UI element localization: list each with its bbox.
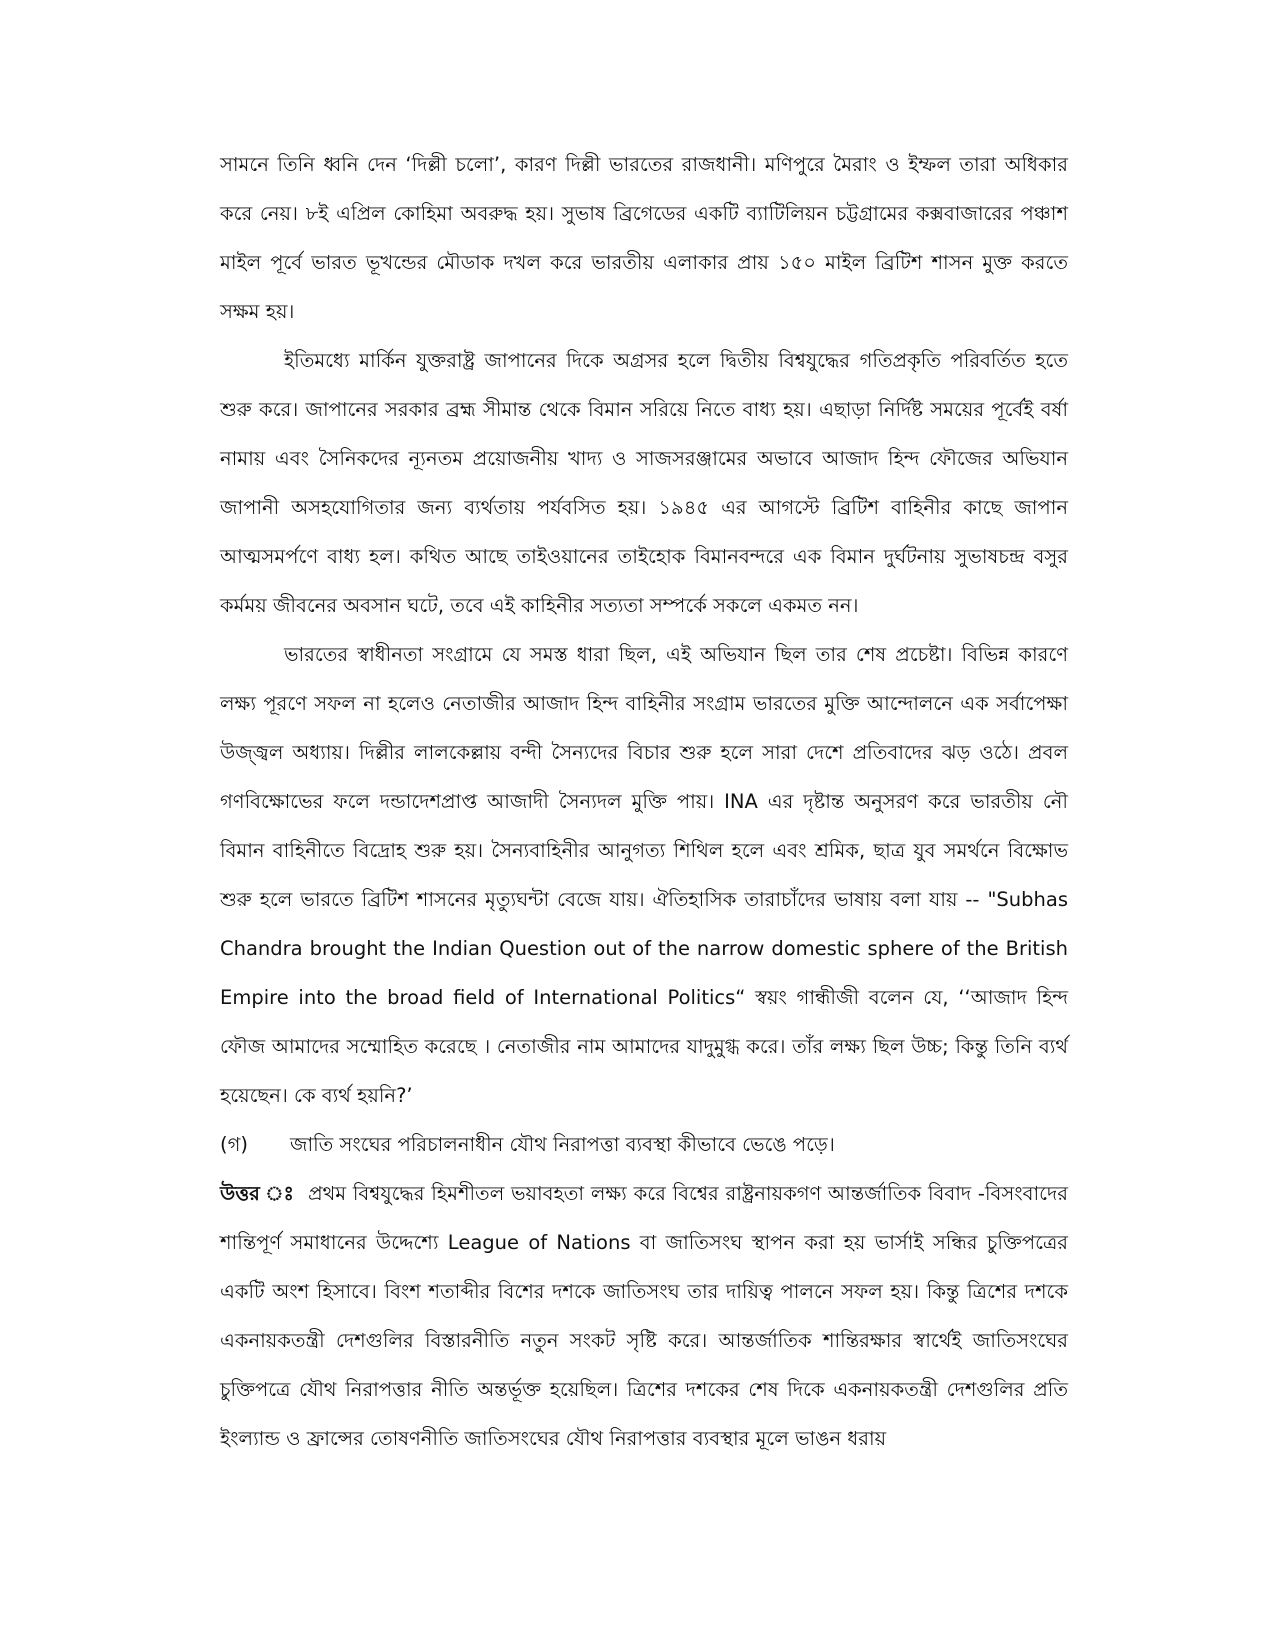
paragraph-dilli-chalo: সামনে তিনি ধ্বনি দেন ‘দিল্লী চলো’, কারণ দিল্লী ভারতের রাজধানী। মণিপুরে মৈরাং ও ইম্ফল তারা অধিকার করে নেয়। ৮ই এপ্রিল কোহিমা অবরুদ্ধ হয়। সুভাষ ব্রিগেডের একটি ব্যাটিলিয়ন চট্টগ্রামের কক্সবাজারের পঞ্চাশ মাইল পূর্বে ভারত ভূখন্ডের মৌডাক দখল করে ভারতীয় এলাকার প্রায় ১৫০ মাইল ব্রিটিশ শাসন মুক্ত করতে সক্ষম হয়।: [220, 153, 1068, 323]
document-page: [220, 140, 1068, 1463]
question-heading: [220, 1120, 1068, 1169]
answer-label: উত্তর ঃ: [220, 1182, 295, 1205]
paragraph-japan-retreat: ইতিমধ্যে মার্কিন যুক্তরাষ্ট্র জাপানের দিকে অগ্রসর হলে দ্বিতীয় বিশ্বযুদ্ধের গতিপ্রকৃতি পরিবর্তিত হতে শুরু করে। জাপানের সরকার ব্রহ্ম সীমান্ত থেকে বিমান সরিয়ে নিতে বাধ্য হয়। এছাড়া নির্দিষ্ট সময়ের পূর্বেই বর্ষা নামায় এবং সৈনিকদের ন্যূনতম প্রয়োজনীয় খাদ্য ও সাজসরঞ্জামের অভাবে আজাদ হিন্দ ফৌজের অভিযান জাপানী অসহযোগিতার জন্য ব্যর্থতায় পর্যবসিত হয়। ১৯৪৫ এর আগস্টে ব্রিটিশ বাহিনীর কাছে জাপান আত্মসমর্পণে বাধ্য হল। কথিত আছে তাইওয়ানের তাইহোক বিমানবন্দরে এক বিমান দুর্ঘটনায় সুভাষচন্দ্র বসুর কর্মময় জীবনের অবসান ঘটে, তবে এই কাহিনীর সত্যতা সম্পর্কে সকলে একমত নন।: [220, 349, 1068, 617]
paragraph-ina-legacy: ভারতের স্বাধীনতা সংগ্রামে যে সমস্ত ধারা ছিল, এই অভিযান ছিল তার শেষ প্রচেষ্টা। বিভিন্ন কারণে লক্ষ্য পূরণে সফল না হলেও নেতাজীর আজাদ হিন্দ বাহিনীর সংগ্রাম ভারতের মুক্তি আন্দোলনে এক সর্বাপেক্ষা উজ্জ্বল অধ্যায়। দিল্লীর লালকেল্লায় বন্দী সৈন্যদের বিচার শুরু হলে সারা দেশে প্রতিবাদের ঝড় ওঠে। প্রবল গণবিক্ষোভের ফলে দন্ডাদেশপ্রাপ্ত আজাদী সৈন্যদল মুক্তি পায়। INA এর দৃষ্টান্ত অনুসরণ করে ভারতীয় নৌ বিমান বাহিনীতে বিদ্রোহ শুরু হয়। সৈন্যবাহিনীর আনুগত্য শিথিল হলে এবং শ্রমিক, ছাত্র যুব সমর্থনে বিক্ষোভ শুরু হলে ভারতে ব্রিটিশ শাসনের মৃত্যুঘন্টা বেজে যায়। ঐতিহাসিক তারাচাঁদের ভাষায় বলা যায় -- "Subhas Chandra brought the Indian Question out of the narrow domestic sphere of the British Empire into the broad field of International Politics“ স্বয়ং গান্ধীজী বলেন যে, ‘‘আজাদ হিন্দ ফৌজ আমাদের সম্মোহিত করেছে । নেতাজীর নাম আমাদের যাদুমুগ্ধ করে। তাঁর লক্ষ্য ছিল উচ্চ; কিন্তু তিনি ব্যর্থ হয়েছেন। কে ব্যর্থ হয়নি?’: [220, 643, 1068, 1107]
answer-text: প্রথম বিশ্বযুদ্ধের হিমশীতল ভয়াবহতা লক্ষ্য করে বিশ্বের রাষ্ট্রনায়কগণ আন্তর্জাতিক বিবাদ -বিসংবাদের শান্তিপূর্ণ সমাধানের উদ্দেশ্যে League of Nations বা জাতিসংঘ স্থাপন করা হয় ভার্সাই সন্ধির চুক্তিপত্রের একটি অংশ হিসাবে। বিংশ শতাব্দীর বিশের দশকে জাতিসংঘ তার দায়িত্ব পালনে সফল হয়। কিন্তু ত্রিশের দশকে একনায়কতন্ত্রী দেশগুলির বিস্তারনীতি নতুন সংকট সৃষ্টি করে। আন্তর্জাতিক শান্তিরক্ষার স্বার্থেই জাতিসংঘের চুক্তিপত্রে যৌথ নিরাপত্তার নীতি অন্তর্ভূক্ত হয়েছিল। ত্রিশের দশকের শেষ দিকে একনায়কতন্ত্রী দেশগুলির প্রতি ইংল্যান্ড ও ফ্রান্সের তোষণনীতি জাতিসংঘের যৌথ নিরাপত্তার ব্যবস্থার মূলে ভাঙন ধরায়: [220, 1182, 1068, 1450]
question-mark: (গ): [220, 1133, 248, 1156]
question-text: জাতি সংঘের পরিচালনাধীন যৌথ নিরাপত্তা ব্যবস্থা কীভাবে ভেঙে পড়ে।: [290, 1133, 835, 1156]
answer-paragraph: [220, 1169, 1068, 1463]
